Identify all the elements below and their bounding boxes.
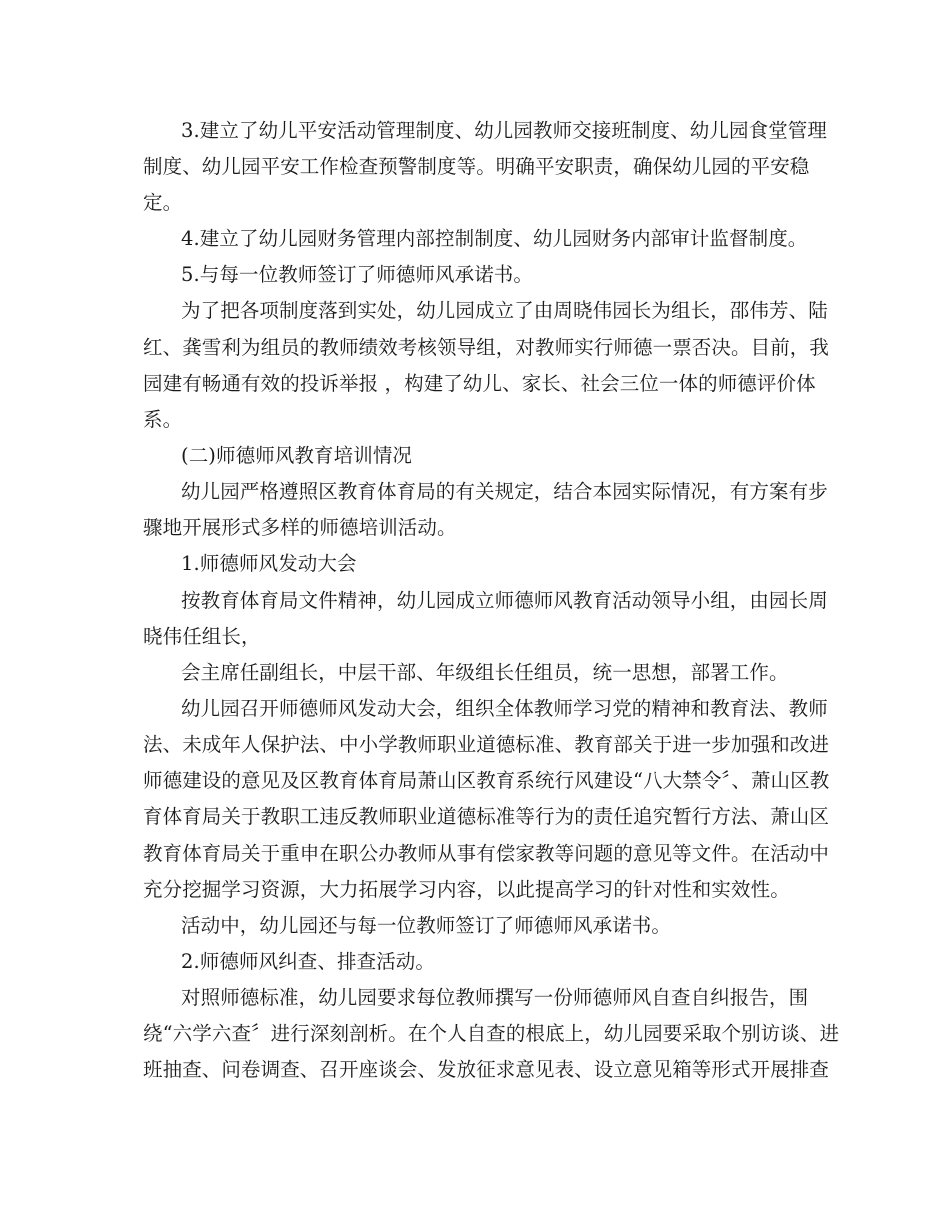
paragraph-line: 会主席任副组长，中层干部、年级组长任组员，统一思想，部署工作。 xyxy=(181,661,789,684)
paragraph-line: 活动中，幼儿园还与每一位教师签订了师德师风承诺书。 xyxy=(181,914,672,937)
paragraph-line: 幼儿园召开师德师风发动大会，组织全体教师学习党的精神和教育法、教师 xyxy=(181,697,828,720)
paragraph-line: 班抽查、问卷调查、召开座谈会、发放征求意见表、设立意见箱等形式开展排查 xyxy=(143,1058,830,1081)
paragraph-line: 制度、幼儿园平安工作检查预警制度等。明确平安职责，确保幼儿园的平安稳 xyxy=(143,155,810,178)
subsection-heading: 1.师德师风发动大会 xyxy=(181,552,357,575)
paragraph-line: 5.与每一位教师签订了师德师风承诺书。 xyxy=(181,263,534,286)
section-heading: (二)师德师风教育培训情况 xyxy=(181,444,413,467)
paragraph-line: 红、龚雪利为组员的教师绩效考核领导组，对教师实行师德一票否决。目前，我 xyxy=(143,336,830,359)
paragraph-line: 师德建设的意见及区教育体育局萧山区教育系统行风建设“八大禁令〞、萧山区教 xyxy=(143,769,830,792)
paragraph-line: 充分挖掘学习资源，大力拓展学习内容，以此提高学习的针对性和实效性。 xyxy=(143,878,790,901)
subsection-heading: 2.师德师风纠查、排查活动。 xyxy=(181,950,436,973)
paragraph-line: 定。 xyxy=(143,191,183,214)
paragraph-line: 4.建立了幼儿园财务管理内部控制制度、幼儿园财务内部审计监督制度。 xyxy=(181,227,808,250)
paragraph-line: 法、未成年人保护法、中小学教师职业道德标准、教育部关于进一步加强和改进 xyxy=(143,733,830,756)
paragraph-line: 幼儿园严格遵照区教育体育局的有关规定，结合本园实际情况，有方案有步 xyxy=(181,480,828,503)
paragraph-line: 对照师德标准，幼儿园要求每位教师撰写一份师德师风自查自纠报告，围 xyxy=(181,986,809,1009)
paragraph-line: 3.建立了幼儿平安活动管理制度、幼儿园教师交接班制度、幼儿园食堂管理 xyxy=(181,119,828,142)
paragraph-line: 系。 xyxy=(143,408,183,431)
paragraph-line: 育体育局关于教职工违反教师职业道德标准等行为的责任追究暂行方法、萧山区 xyxy=(143,805,830,828)
paragraph-line: 晓伟任组长， xyxy=(143,625,261,648)
paragraph-line: 骤地开展形式多样的师德培训活动。 xyxy=(143,516,457,539)
paragraph-line: 按教育体育局文件精神，幼儿园成立师德师风教育活动领导小组，由园长周 xyxy=(181,589,828,612)
paragraph-line: 教育体育局关于重申在职公办教师从事有偿家教等问题的意见等文件。在活动中 xyxy=(143,842,830,865)
paragraph-line: 绕“六学六查〞进行深刻剖析。在个人自查的根底上，幼儿园要采取个别访谈、进 xyxy=(143,1022,840,1045)
paragraph-line: 园建有畅通有效的投诉举报 ，构建了幼儿、家长、社会三位一体的师德评价体 xyxy=(143,372,816,395)
paragraph-line: 为了把各项制度落到实处，幼儿园成立了由周晓伟园长为组长，邵伟芳、陆 xyxy=(181,299,828,322)
